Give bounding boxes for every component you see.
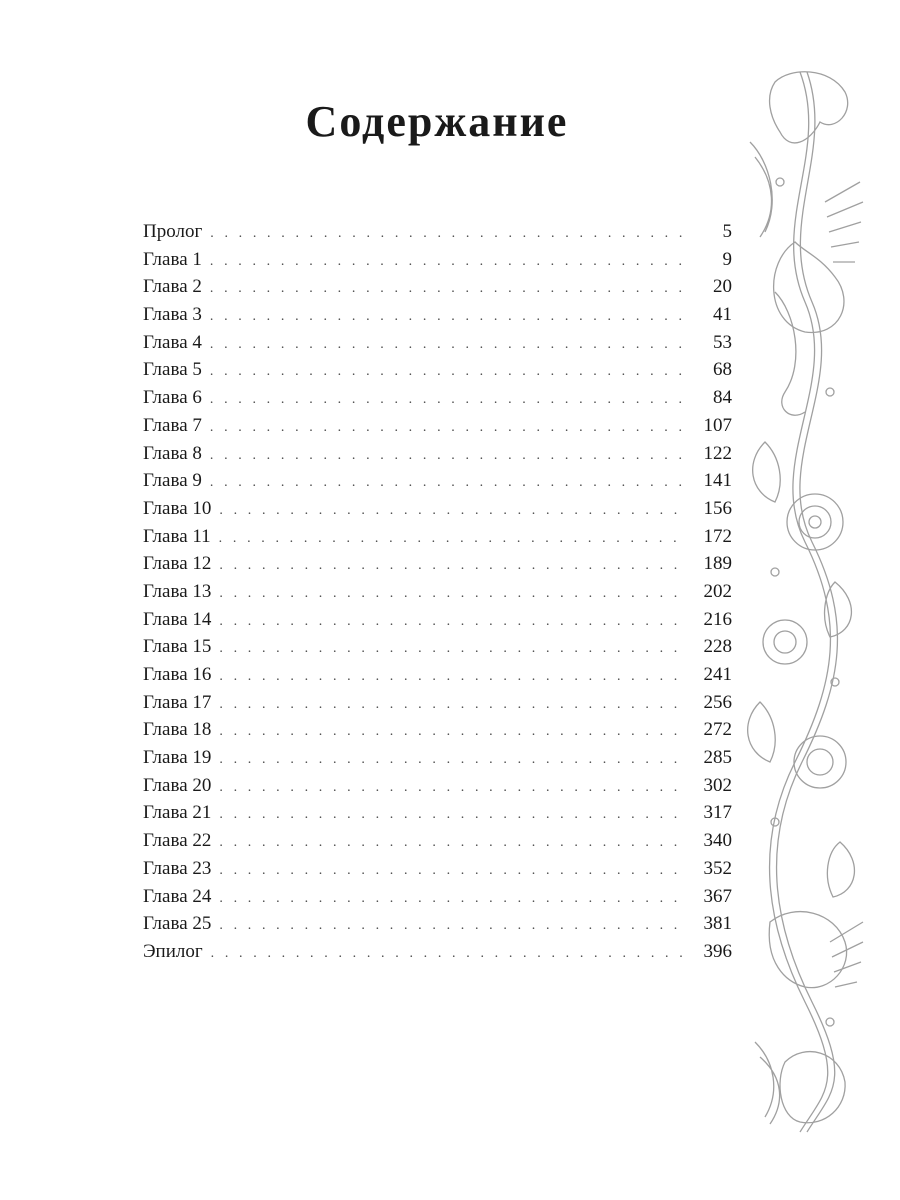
toc-entry-page-number: 241 <box>703 664 732 685</box>
toc-entry-label: Глава 13 <box>143 580 212 602</box>
toc-entry <box>143 883 732 911</box>
toc-entry-label: Глава 4 <box>143 331 202 353</box>
toc-entry-page-number: 53 <box>713 331 732 353</box>
toc-entry-page-number: 172 <box>703 525 732 547</box>
toc-entry <box>143 827 732 855</box>
dot-leader <box>219 885 686 913</box>
toc-entry-label: Глава 9 <box>143 470 202 492</box>
dot-leader <box>219 663 686 691</box>
toc-entry <box>143 578 732 606</box>
dot-leader <box>219 746 686 774</box>
toc-entry-label: Глава 16 <box>143 664 212 685</box>
toc-entry-page-number: 107 <box>703 414 732 436</box>
dot-leader <box>210 248 686 276</box>
toc-entry-label: Глава 21 <box>143 802 212 824</box>
page-title: Содержание <box>305 97 569 146</box>
dot-leader <box>210 358 686 386</box>
toc-entry-label: Глава 5 <box>143 359 202 381</box>
toc-entry-label: Пролог <box>143 221 203 242</box>
toc-entry-label: Глава 12 <box>143 553 212 575</box>
dot-leader <box>219 552 686 580</box>
dot-leader <box>219 857 686 885</box>
toc-entry-page-number: 189 <box>703 553 732 575</box>
toc-entry-page-number: 352 <box>703 857 732 879</box>
toc-entry <box>143 329 732 357</box>
toc-entry-label: Глава 23 <box>143 857 212 879</box>
toc-entry-page-number: 202 <box>703 580 732 602</box>
toc-entry-label: Глава 2 <box>143 276 202 298</box>
toc-entry-page-number: 122 <box>703 442 732 464</box>
toc-entry <box>143 523 732 551</box>
toc-entry-label: Глава 17 <box>143 691 212 713</box>
toc-entry-label: Глава 18 <box>143 719 212 741</box>
dot-leader <box>210 469 686 497</box>
toc-entry-page-number: 302 <box>703 774 732 796</box>
table-of-contents <box>143 218 732 966</box>
toc-entry-page-number: 285 <box>703 747 732 769</box>
toc-entry-label: Глава 3 <box>143 304 202 326</box>
toc-entry-label: Глава 24 <box>143 885 212 907</box>
dot-leader <box>219 801 686 829</box>
dot-leader <box>219 718 686 746</box>
dot-leader <box>219 829 686 857</box>
toc-entry-page-number: 272 <box>703 719 732 741</box>
toc-entry-page-number: 9 <box>722 248 732 270</box>
toc-entry <box>143 606 732 634</box>
toc-entry-label: Глава 22 <box>143 830 212 852</box>
toc-entry-page-number: 367 <box>703 885 732 907</box>
toc-entry <box>143 218 732 246</box>
toc-entry <box>143 412 732 440</box>
toc-entry <box>143 495 732 523</box>
dot-leader <box>210 331 686 359</box>
dot-leader <box>210 220 686 248</box>
toc-entry-page-number: 20 <box>713 276 732 298</box>
dot-leader <box>211 940 686 968</box>
toc-entry <box>143 467 732 495</box>
toc-entry <box>143 273 732 301</box>
toc-entry-page-number: 340 <box>703 830 732 852</box>
toc-entry <box>143 938 732 966</box>
toc-entry-page-number: 68 <box>713 359 732 381</box>
toc-entry <box>143 772 732 800</box>
dot-leader <box>210 414 686 442</box>
dot-leader <box>210 442 686 470</box>
toc-entry-label: Глава 25 <box>143 913 212 935</box>
toc-entry-label: Глава 7 <box>143 414 202 436</box>
toc-entry-page-number: 317 <box>703 802 732 824</box>
dot-leader <box>219 635 686 663</box>
toc-entry-label: Глава 6 <box>143 387 202 409</box>
toc-entry <box>143 384 732 412</box>
dot-leader <box>219 497 686 525</box>
toc-entry-label: Эпилог <box>143 940 203 962</box>
toc-entry-page-number: 228 <box>703 636 732 658</box>
toc-entry-page-number: 156 <box>703 497 732 519</box>
toc-entry-label: Глава 8 <box>143 442 202 464</box>
toc-entry <box>143 716 732 744</box>
toc-entry-page-number: 381 <box>703 913 732 935</box>
toc-entry <box>143 910 732 938</box>
toc-entry-label: Глава 1 <box>143 248 202 270</box>
toc-entry <box>143 246 732 274</box>
toc-entry <box>143 661 732 689</box>
dot-leader <box>219 580 686 608</box>
toc-entry-label: Глава 10 <box>143 497 212 519</box>
dot-leader <box>219 608 686 636</box>
toc-entry <box>143 356 732 384</box>
dot-leader <box>219 525 686 553</box>
toc-entry-page-number: 256 <box>703 691 732 713</box>
toc-entry-label: Глава 15 <box>143 636 212 658</box>
toc-entry-label: Глава 20 <box>143 774 212 796</box>
dot-leader <box>210 275 686 303</box>
toc-entry <box>143 744 732 772</box>
toc-entry-label: Глава 19 <box>143 747 212 769</box>
toc-entry-label: Глава 14 <box>143 608 212 630</box>
dot-leader <box>219 774 686 802</box>
toc-entry <box>143 855 732 883</box>
dot-leader <box>210 386 686 414</box>
toc-entry-page-number: 216 <box>703 608 732 630</box>
toc-entry <box>143 440 732 468</box>
toc-entry-page-number: 141 <box>703 470 732 492</box>
toc-entry-page-number: 84 <box>713 387 732 409</box>
toc-entry <box>143 799 732 827</box>
toc-entry-page-number: 5 <box>722 221 732 242</box>
dot-leader <box>210 303 686 331</box>
toc-entry <box>143 550 732 578</box>
toc-entry-page-number: 41 <box>713 304 732 326</box>
toc-entry <box>143 689 732 717</box>
dot-leader <box>219 912 686 940</box>
toc-entry-page-number: 396 <box>703 940 732 962</box>
griffin-floral-border-icon <box>735 62 865 1137</box>
toc-entry <box>143 633 732 661</box>
toc-entry <box>143 301 732 329</box>
dot-leader <box>219 691 686 719</box>
toc-entry-label: Глава 11 <box>143 525 211 547</box>
